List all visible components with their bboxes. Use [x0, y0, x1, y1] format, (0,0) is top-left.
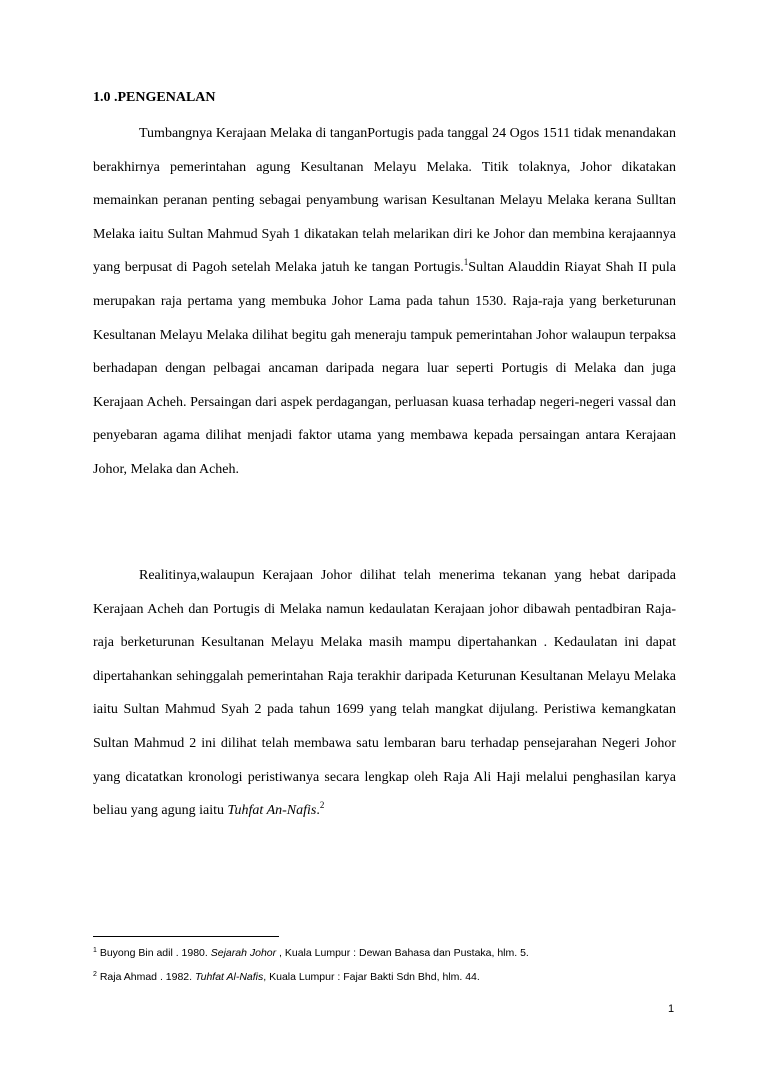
section-heading: 1.0 .PENGENALAN — [93, 90, 216, 105]
footnote-1 — [93, 946, 529, 960]
footnote-number-1: 1 — [93, 947, 97, 954]
book-title-italic: Tuhfat An-Nafis — [227, 803, 317, 819]
footnote-1-before: Buyong Bin adil . 1980. — [96, 947, 211, 959]
footnote-2-after: , Kuala Lumpur : Fajar Bakti Sdn Bhd, hlm. 44. — [263, 971, 480, 983]
paragraph-1 — [93, 117, 676, 487]
footnote-2-title: Tuhfat Al-Nafis — [194, 971, 264, 983]
footnote-2 — [93, 970, 480, 984]
page-number: 1 — [668, 1003, 675, 1015]
paragraph-1-text-a: Tumbangnya Kerajaan Melaka di tanganPortugis pada tanggal 24 Ogos 1511 tidak menandakan berakhirnya pemerintahan agung Kesultanan Melayu Melaka. Titik tolaknya, Johor dikatakan memainkan peranan penting sebagai penyambung warisan Kesultanan Melayu Melaka kerana Sulltan Melaka iaitu Sultan Mahmud Syah 1 dikatakan telah melarikan diri ke Johor dan membina kerajaannya yang berpusat di Pagoh setelah Melaka jatuh ke tangan Portugis. — [93, 126, 676, 276]
footnote-2-before: Raja Ahmad . 1982. — [96, 971, 195, 983]
footnote-ref-1[interactable]: 1 — [463, 257, 469, 268]
paragraph-2-end: . — [316, 803, 320, 819]
footnote-1-after: , Kuala Lumpur : Dewan Bahasa dan Pustaka, hlm. 5. — [276, 947, 529, 959]
paragraph-2-text: Realitinya,walaupun Kerajaan Johor dilihat telah menerima tekanan yang hebat daripada Kerajaan Acheh dan Portugis di Melaka namun kedaulatan Kerajaan johor dibawah pentadbiran Raja-raja berketurunan Kesultanan Melayu Melaka masih mampu dipertahankan . Kedaulatan ini dapat dipertahankan sehinggalah pemerintahan Raja terakhir daripada Keturunan Kesultanan Melayu Melaka iaitu Sultan Mahmud Syah 2 pada tahun 1699 yang telah mangkat dijulang. Peristiwa kemangkatan Sultan Mahmud 2 ini dilihat telah membawa satu lembaran baru terhadap pensejarahan Negeri Johor yang dicatatkan kronologi peristiwanya secara lengkap oleh Raja Ali Haji melalui penghasilan karya beliau yang agung iaitu — [93, 568, 676, 819]
footnote-number-2: 2 — [93, 971, 97, 978]
paragraph-1-text-b: Sultan Alauddin Riayat Shah II pula merupakan raja pertama yang membuka Johor Lama pada tahun 1530. Raja-raja yang berketurunan Kesultanan Melayu Melaka dilihat begitu gah meneraju tampuk pemerintahan Johor walaupun terpaksa berhadapan dengan pelbagai ancaman daripada negara luar seperti Portugis di Melaka dan juga Kerajaan Acheh. Persaingan dari aspek perdagangan, perluasan kuasa terhadap negeri-negeri vassal dan penyebaran agama dilihat menjadi faktor utama yang membawa kepada persaingan antara Kerajaan Johor, Melaka dan Acheh. — [93, 260, 676, 477]
footnote-1-title: Sejarah Johor — [210, 947, 277, 959]
footnote-separator — [93, 936, 279, 937]
paragraph-2 — [93, 559, 676, 828]
footnote-ref-2[interactable]: 2 — [319, 800, 325, 811]
